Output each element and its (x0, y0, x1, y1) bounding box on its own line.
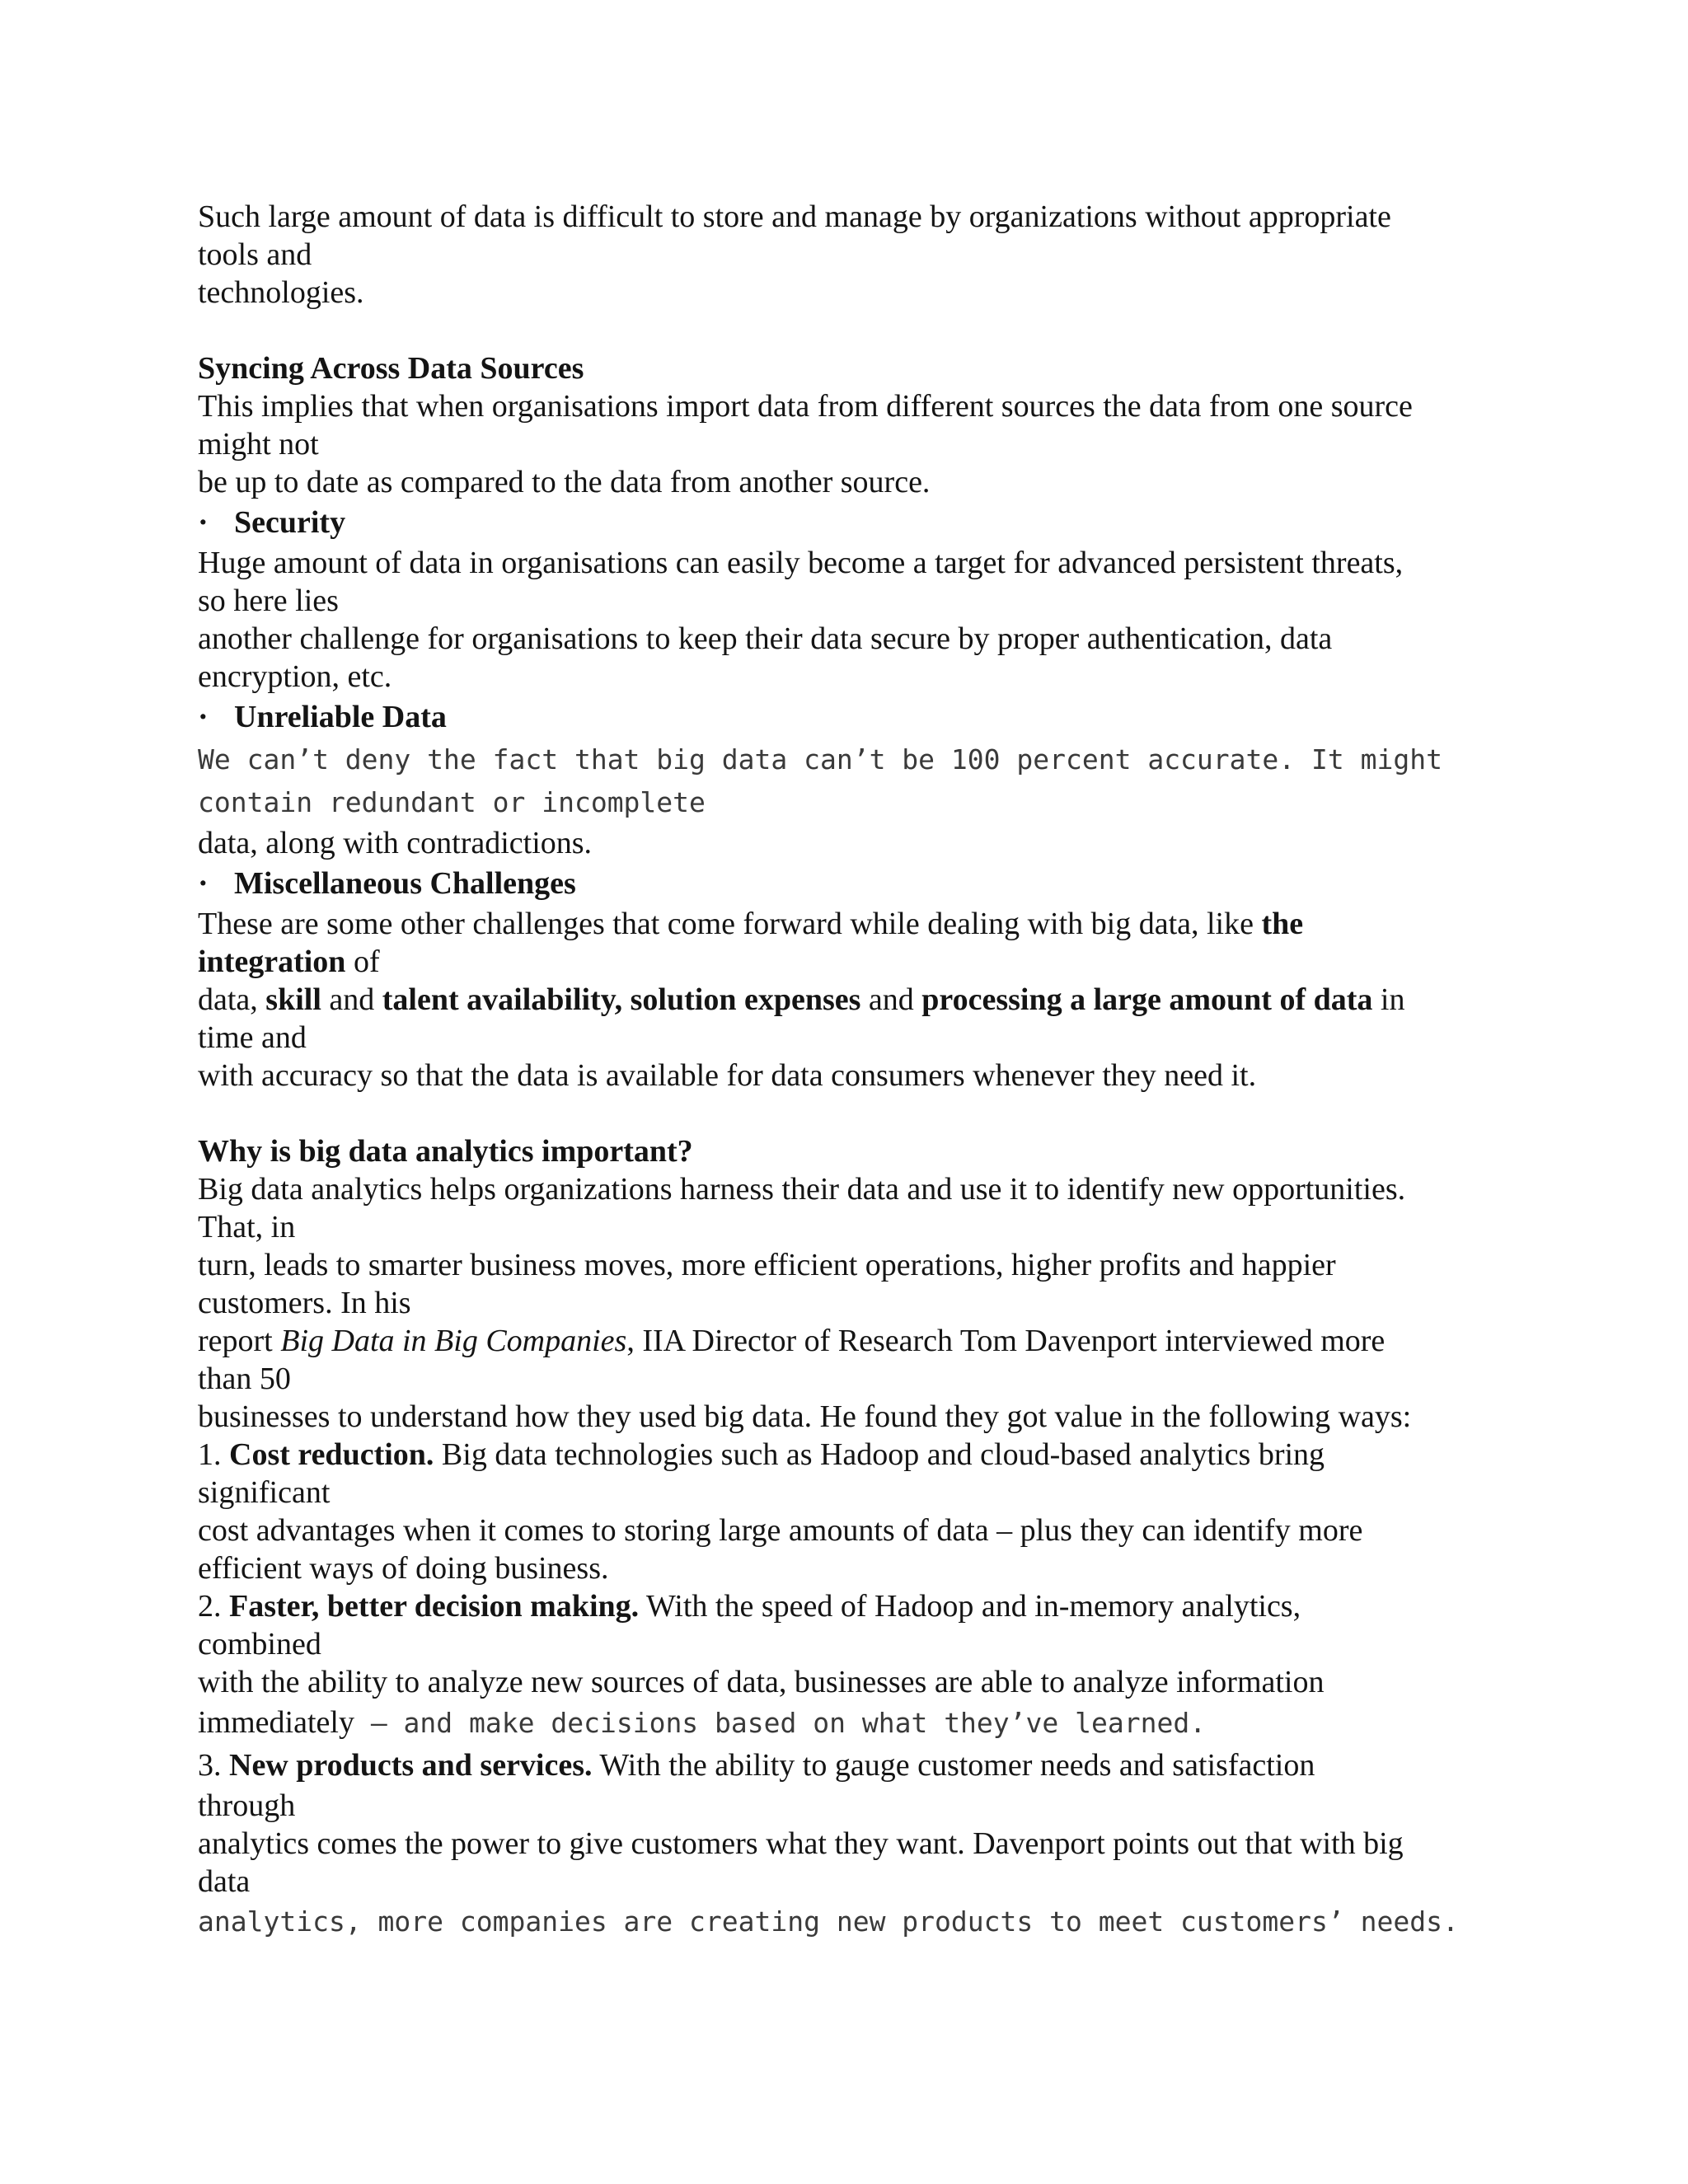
paragraph-line: another challenge for organisations to keep their data secure by proper authentication, data (198, 621, 1333, 656)
paragraph-line: contain redundant or incomplete (198, 786, 706, 818)
paragraph-line: than 50 (198, 1361, 291, 1396)
paragraph-line: technologies. (198, 275, 364, 310)
list-item-new-products: 3. New products and services. With the ability to gauge customer needs and satisfaction (198, 1748, 1315, 1783)
paragraph-line: might not (198, 427, 319, 462)
paragraph-line: Huge amount of data in organisations can easily become a target for advanced persistent threats, (198, 546, 1404, 580)
section-heading-misc: · Miscellaneous Challenges (198, 862, 1533, 905)
section-heading-why: Why is big data analytics important? (198, 1134, 693, 1169)
paragraph-line: data, along with contradictions. (198, 826, 593, 860)
paragraph-line: immediately – and make decisions based on what they’ve learned. (198, 1705, 1207, 1740)
paragraph-line: This implies that when organisations import data from different sources the data from one source (198, 389, 1413, 424)
paragraph-line: We can’t deny the fact that big data can’t be 100 percent accurate. It might (198, 743, 1442, 776)
paragraph-line: so here lies (198, 583, 339, 618)
paragraph-line: data, skill and talent availability, solution expenses and processing a large amount of data in (198, 982, 1405, 1017)
paragraph-line: businesses to understand how they used big data. He found they got value in the following ways: (198, 1399, 1412, 1434)
blank-line (198, 312, 1533, 349)
paragraph-line: with the ability to analyze new sources of data, businesses are able to analyze information (198, 1665, 1325, 1699)
bullet-icon: · (198, 505, 209, 540)
paragraph-line: with accuracy so that the data is available for data consumers whenever they need it. (198, 1058, 1257, 1093)
list-item-decision-making: 2. Faster, better decision making. With the speed of Hadoop and in-memory analytics, (198, 1589, 1301, 1624)
paragraph-line: turn, leads to smarter business moves, more efficient operations, higher profits and happier (198, 1248, 1336, 1282)
paragraph-line: time and (198, 1020, 307, 1055)
report-title: Big Data in Big Companies (280, 1324, 627, 1358)
blank-line (198, 1094, 1533, 1132)
section-heading-unreliable: · Unreliable Data (198, 696, 1533, 738)
paragraph-line: Such large amount of data is difficult to store and manage by organizations without appropriate (198, 199, 1391, 234)
paragraph-line: Big data analytics helps organizations harness their data and use it to identify new opportunities. (198, 1172, 1406, 1207)
paragraph-line: encryption, etc. (198, 659, 392, 694)
paragraph-line: combined (198, 1627, 321, 1661)
paragraph-line: efficient ways of doing business. (198, 1551, 609, 1586)
paragraph-line: These are some other challenges that come forward while dealing with big data, like the (198, 907, 1304, 941)
paragraph-line: through (198, 1788, 296, 1823)
paragraph-line: report Big Data in Big Companies, IIA Director of Research Tom Davenport interviewed more (198, 1324, 1386, 1358)
paragraph-line: integration of (198, 944, 380, 979)
section-heading-syncing: Syncing Across Data Sources (198, 351, 584, 386)
paragraph-line: tools and (198, 237, 312, 272)
paragraph-line: That, in (198, 1210, 296, 1244)
section-heading-security: · Security (198, 501, 1533, 544)
paragraph-line: data (198, 1864, 251, 1899)
bullet-icon: · (198, 866, 209, 901)
list-item-cost-reduction: 1. Cost reduction. Big data technologies such as Hadoop and cloud-based analytics bring (198, 1437, 1325, 1472)
paragraph-line: be up to date as compared to the data from another source. (198, 465, 931, 499)
document-page (198, 198, 1533, 1943)
paragraph-line: cost advantages when it comes to storing large amounts of data – plus they can identify more (198, 1513, 1363, 1548)
paragraph-line: significant (198, 1475, 331, 1510)
paragraph-line: customers. In his (198, 1286, 411, 1320)
bullet-icon: · (198, 700, 209, 734)
paragraph-line: analytics, more companies are creating new products to meet customers’ needs. (198, 1905, 1459, 1938)
paragraph-line: analytics comes the power to give customers what they want. Davenport points out that with big (198, 1826, 1404, 1861)
